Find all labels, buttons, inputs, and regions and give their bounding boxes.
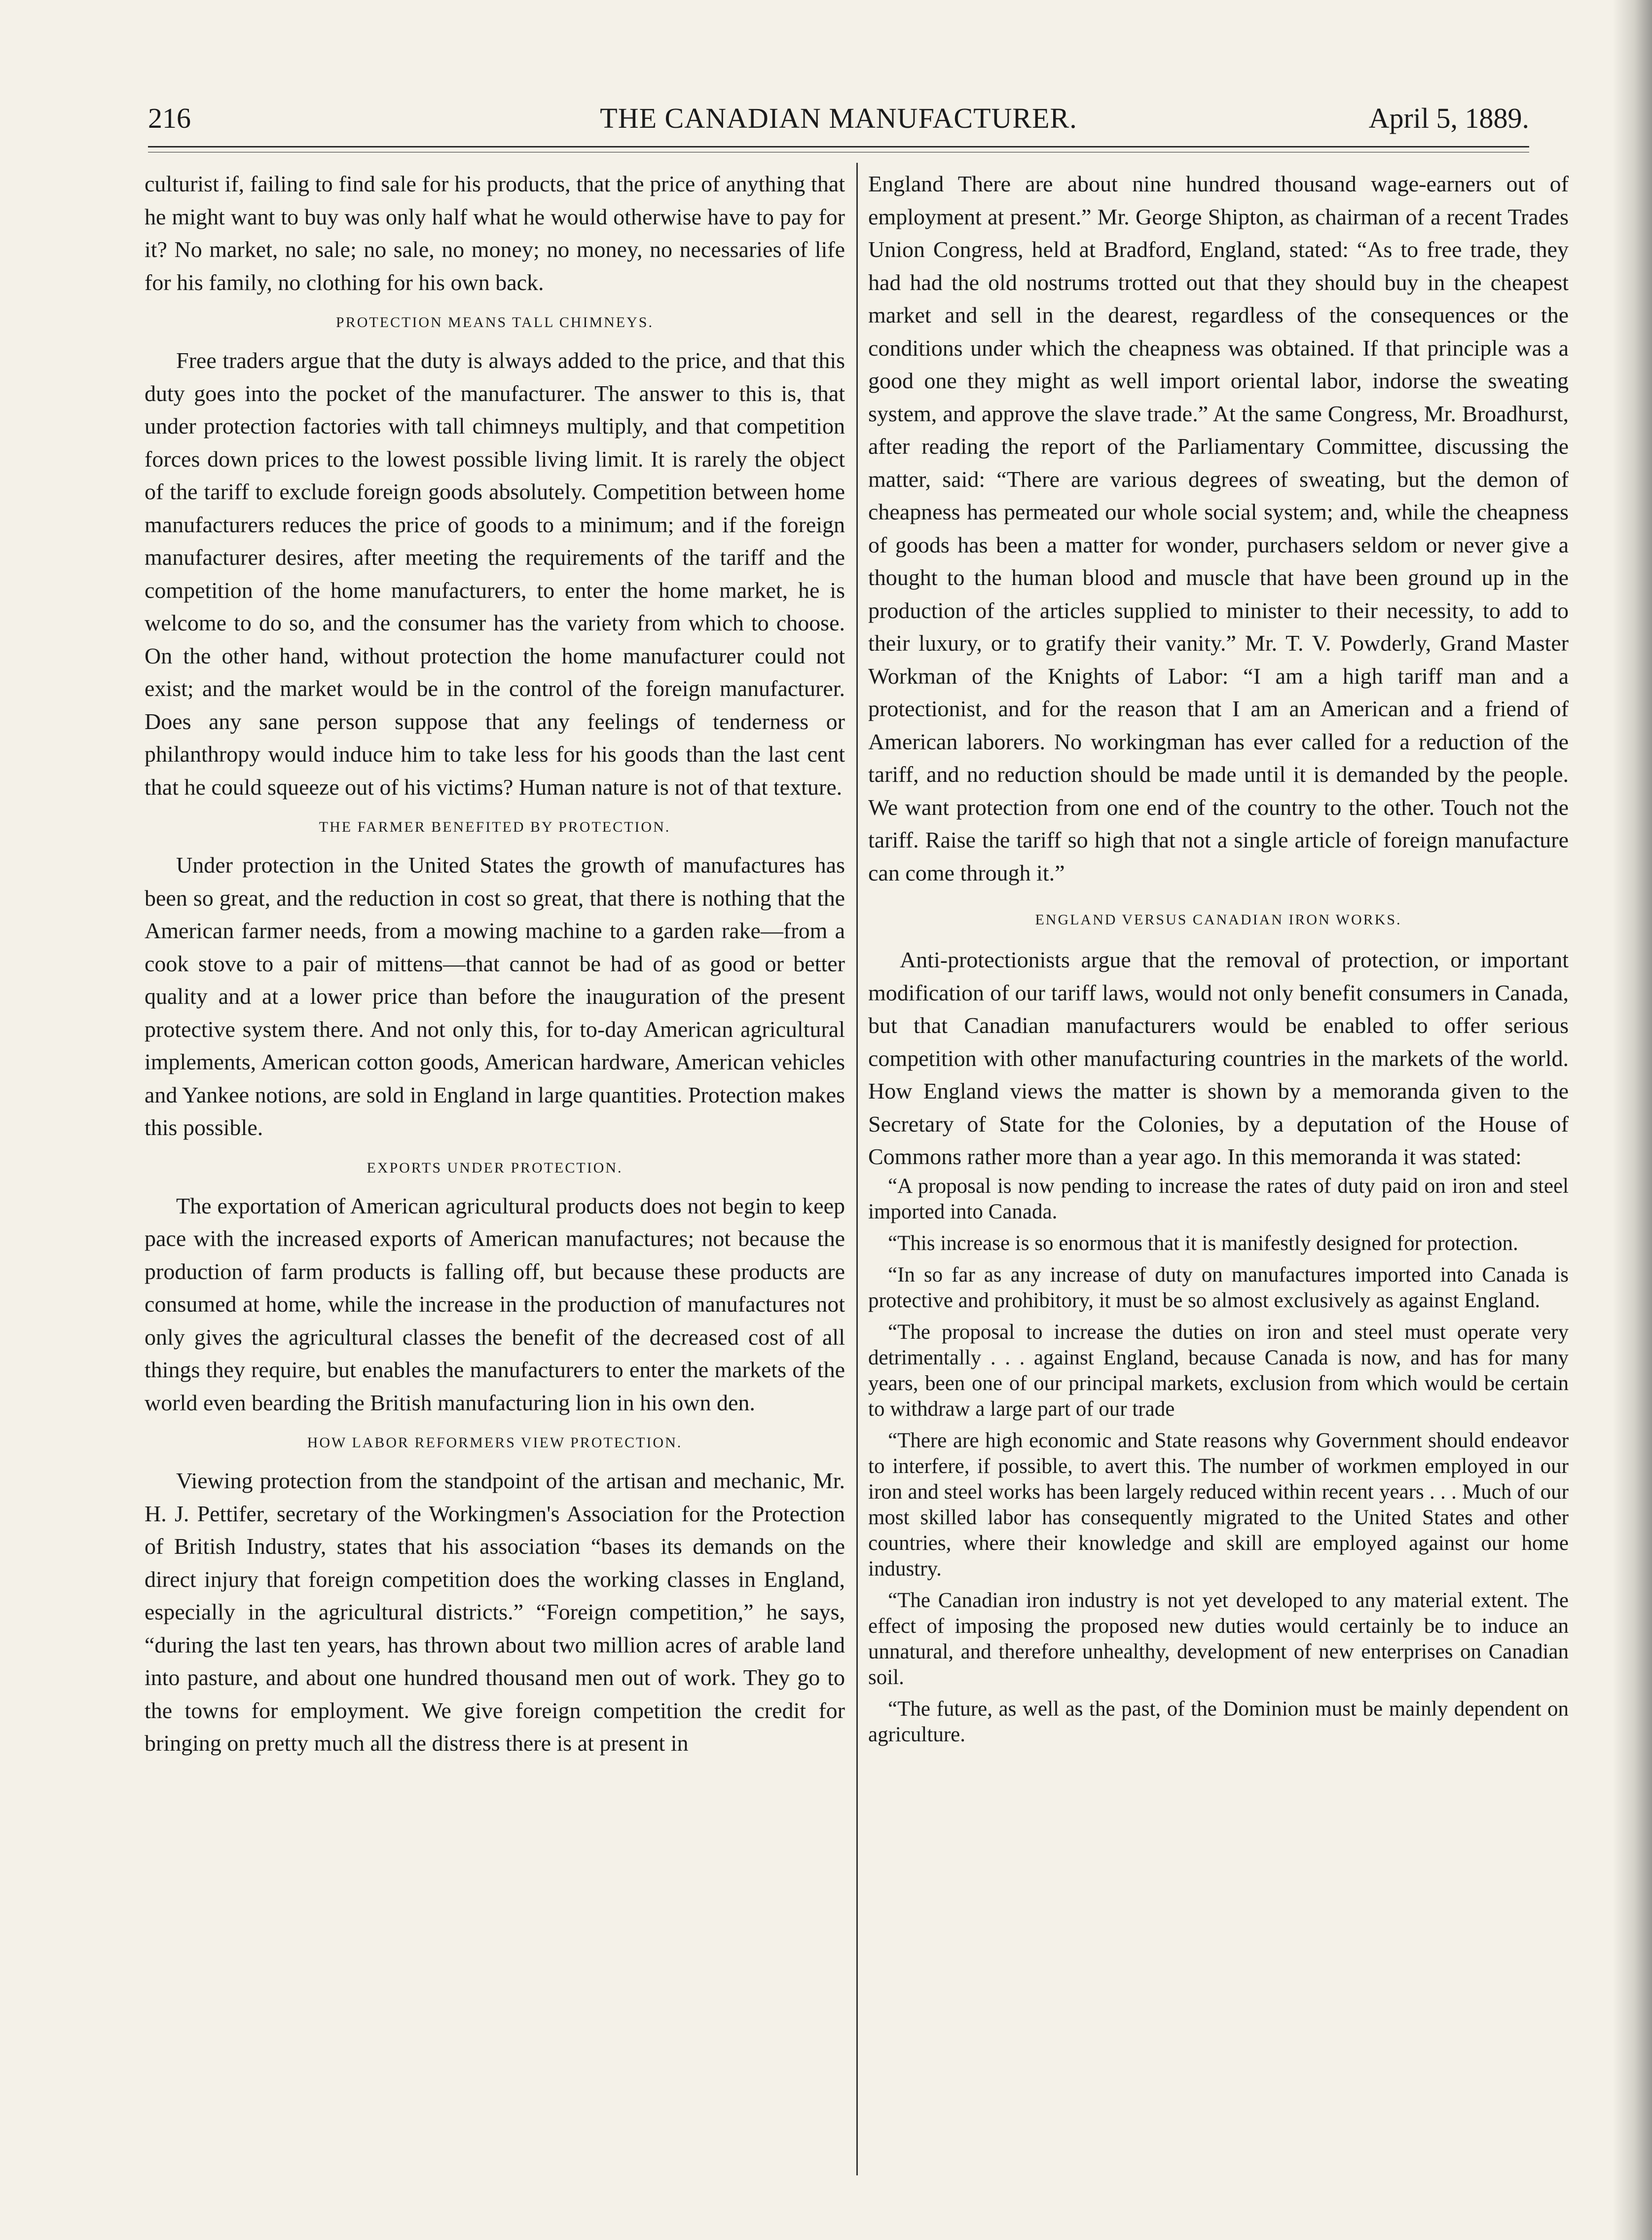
quote-paragraph: “A proposal is now pending to increase the rates of duty paid on iron and steel imported into Canada.	[868, 1174, 1569, 1223]
quote-paragraph: “This increase is so enormous that it is manifestly designed for protection.	[888, 1231, 1518, 1255]
page-number: 216	[148, 102, 191, 134]
issue-date: April 5, 1889.	[1368, 102, 1529, 134]
journal-title: THE CANADIAN MANUFACTURER.	[600, 102, 1077, 134]
article-paragraph: Anti-protectionists argue that the removal of protection, or important modification of our tariff laws, would not only benefit consumers in Canada, but that Canadian manufacturers would be enabled to offer serious competition with other manufacturing countries in the markets of the world. How England views the matter is shown by a memoranda given to the Secretary of State for the Colonies, by a deputation of the House of Commons rather more than a year ago. In this memoranda it was stated:	[868, 947, 1569, 1169]
article-paragraph: Under protection in the United States the growth of manufactures has been so great, and the reduction in cost so great, that there is nothing that the American farmer needs, from a mowing machine to a garden rake—from a cook stove to a pair of mittens—that cannot be had of as good or better quality and at a lower price than before the inauguration of the present protective system there. And not only this, for to-day American agricultural implements, American cotton goods, American hardware, American vehicles and Yankee notions, are sold in England in large quantities. Protection makes this possible.	[145, 852, 845, 1140]
section-heading-iron-works: ENGLAND VERSUS CANADIAN IRON WORKS.	[1035, 912, 1402, 928]
header-rule	[148, 146, 1529, 147]
article-paragraph: Free traders argue that the duty is always added to the price, and that this duty goes into the pocket of the manufacturer. The answer to this is, that under protection factories with tall chimneys multiply, and that competition forces down prices to the lowest possible living limit. It is rarely the object of the tariff to exclude foreign goods absolutely. Competition between home manufacturers reduces the price of goods to a minimum; and if the foreign manufacturer desires, after meeting the requirements of the tariff and the competition of the home manufacturers, to enter the home market, he is welcome to do so, and the consumer has the variety from which to choose. On the other hand, without protection the home manufacturer could not exist; and the market would be in the control of the foreign manufacturer. Does any sane person suppose that any feelings of tenderness or philanthropy would induce him to take less for his goods than the last cent that he could squeeze out of his victims? Human nature is not of that texture.	[145, 348, 845, 800]
memoranda-quotes	[868, 1174, 1569, 1748]
quote-paragraph: “The future, as well as the past, of the Dominion must be mainly dependent on agriculture.	[868, 1697, 1569, 1746]
quote-paragraph: “The proposal to increase the duties on iron and steel must operate very detrimentally . . . against England, because Canada is now, and has for many years, been one of our principal markets, exclusion from which would be certain to withdraw a large part of our trade	[868, 1320, 1569, 1421]
section-heading-tall-chimneys: PROTECTION MEANS TALL CHIMNEYS.	[336, 314, 654, 330]
left-column	[145, 168, 845, 1760]
right-column	[868, 168, 1569, 1754]
continued-paragraph: culturist if, failing to find sale for his products, that the price of anything that he might want to buy was only half what he would otherwise have to pay for it? No market, no sale; no sale, no money; no money, no necessaries of life for his family, no clothing for his own back.	[145, 171, 845, 295]
continued-paragraph: England There are about nine hundred thousand wage-earners out of employment at present.” Mr. George Shipton, as chairman of a recent Trades Union Congress, held at Bradford, England, stated: “As to free trade, they had had the old nostrums trotted out that they should buy in the cheapest market and sell in the dearest, regardless of the consequences or the conditions under which the cheapness was obtained. If that principle was a good one they might as well import oriental labor, indorse the sweating system, and approve the slave trade.” At the same Congress, Mr. Broadhurst, after reading the report of the Parliamentary Committee, discussing the matter, said: “There are various degrees of sweating, but the demon of cheapness has permeated our whole social system; and, while the cheapness of goods has been a matter for wonder, purchasers seldom or never give a thought to the human blood and muscle that have been ground up in the production of the articles supplied to minister to their necessity, to add to their luxury, or to gratify their vanity.” Mr. T. V. Powderly, Grand Master Workman of the Knights of Labor: “I am a high tariff man and a protectionist, and for the reason that I am an American and a friend of American laborers. No workingman has ever called for a reduction of the tariff, and no reduction should be made until it is demanded by the people. We want protection from one end of the country to the other. Touch not the tariff. Raise the tariff so high that not a single article of foreign manufacture can come through it.”	[868, 171, 1569, 885]
section-heading-farmer-benefited: THE FARMER BENEFITED BY PROTECTION.	[319, 819, 671, 835]
quote-paragraph: “The Canadian iron industry is not yet developed to any material extent. The effect of imposing the proposed new duties would certainly be to induce an unnatural, and therefore unhealthy, development of new enterprises on Canadian soil.	[868, 1588, 1569, 1689]
section-heading-labor-reformers: HOW LABOR REFORMERS VIEW PROTECTION.	[307, 1434, 683, 1451]
masthead	[148, 99, 1529, 138]
section-heading-exports: EXPORTS UNDER PROTECTION.	[367, 1159, 623, 1176]
article-paragraph: Viewing protection from the standpoint of the artisan and mechanic, Mr. H. J. Pettifer, secretary of the Workingmen's Association for the Protection of British Industry, states that his association “bases its demands on the direct injury that foreign competition does the working classes in England, especially in the agricultural districts.” “Foreign competition,” he says, “during the last ten years, has thrown about two million acres of arable land into pasture, and about one hundred thousand men out of work. They go to the towns for employment. We give foreign competition the credit for bringing on pretty much all the distress there is at present in	[145, 1468, 845, 1756]
quote-paragraph: “In so far as any increase of duty on manufactures imported into Canada is protective and prohibitory, it must be so almost exclusively as against England.	[868, 1263, 1569, 1312]
quote-paragraph: “There are high economic and State reasons why Government should endeavor to interfere, if possible, to avert this. The number of workmen employed in our iron and steel works has been largely reduced within recent years . . . Much of our most skilled labor has consequently migrated to the United States and other countries, where their knowledge and skill are employed against our home industry.	[868, 1429, 1569, 1580]
article-paragraph: The exportation of American agricultural products does not begin to keep pace with the increased exports of American manufactures; not because the production of farm products is falling off, but because these products are consumed at home, while the increase in the production of manufactures not only gives the agricultural classes the benefit of the decreased cost of all things they require, but enables the manufacturers to enter the markets of the world even bearding the British manufacturing lion in his own den.	[145, 1193, 845, 1415]
page-edge-shadow	[1613, 0, 1652, 2240]
column-divider	[856, 163, 858, 2175]
